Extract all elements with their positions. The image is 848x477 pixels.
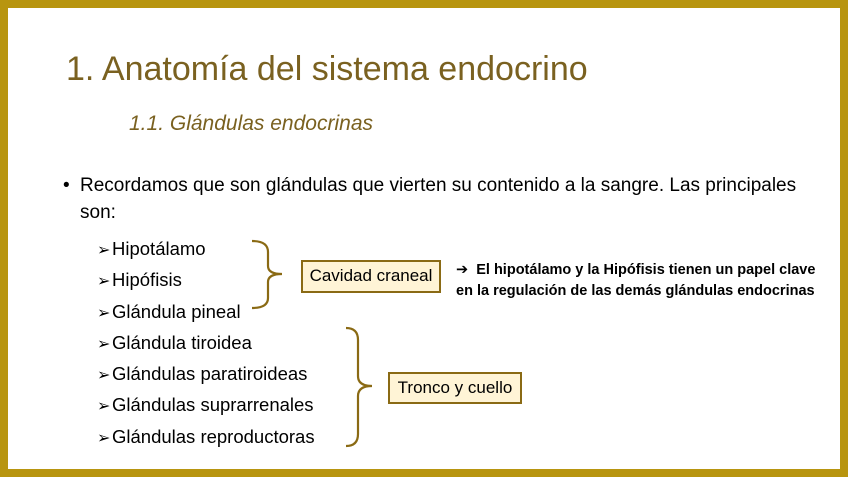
list-item bbox=[97, 330, 315, 361]
arrow-bullet-icon: ➢ bbox=[97, 273, 111, 291]
arrow-bullet-icon: ➢ bbox=[97, 242, 111, 259]
note-text bbox=[456, 260, 816, 302]
list-item bbox=[97, 361, 315, 392]
gland-label: Hipófisis bbox=[112, 269, 182, 291]
list-item bbox=[97, 392, 315, 423]
bullet-dot: • bbox=[63, 175, 70, 196]
gland-label: Glándulas paratiroideas bbox=[112, 363, 308, 385]
right-arrow-icon: ➔ bbox=[456, 262, 469, 278]
slide-subtitle: 1.1. Glándulas endocrinas bbox=[129, 112, 373, 135]
gland-label: Glándulas suprarrenales bbox=[112, 394, 314, 416]
arrow-bullet-icon: ➢ bbox=[97, 398, 111, 416]
intro-text: Recordamos que son glándulas que vierten su contenido a la sangre. Las principales son: bbox=[80, 175, 797, 223]
group-box-cavidad-craneal: Cavidad craneal bbox=[301, 260, 441, 293]
group-box-tronco-cuello: Tronco y cuello bbox=[388, 372, 522, 404]
arrow-bullet-icon: ➢ bbox=[97, 335, 111, 353]
arrow-bullet-icon: ➢ bbox=[97, 429, 111, 447]
note-body: El hipotálamo y la Hipófisis tienen un papel clave en la regulación de las demás glándulas endocrinas bbox=[456, 262, 816, 299]
list-item bbox=[97, 424, 315, 455]
gland-label: Glándulas reproductoras bbox=[112, 425, 315, 447]
gland-label: Hipotálamo bbox=[112, 238, 206, 259]
gland-label: Glándula pineal bbox=[112, 300, 241, 322]
brace-cavidad-icon bbox=[248, 238, 288, 312]
arrow-bullet-icon: ➢ bbox=[97, 367, 111, 385]
gland-label: Glándula tiroidea bbox=[112, 331, 252, 353]
arrow-bullet-icon: ➢ bbox=[97, 304, 111, 322]
slide-title: 1. Anatomía del sistema endocrino bbox=[66, 50, 588, 88]
brace-tronco-icon bbox=[340, 324, 380, 450]
